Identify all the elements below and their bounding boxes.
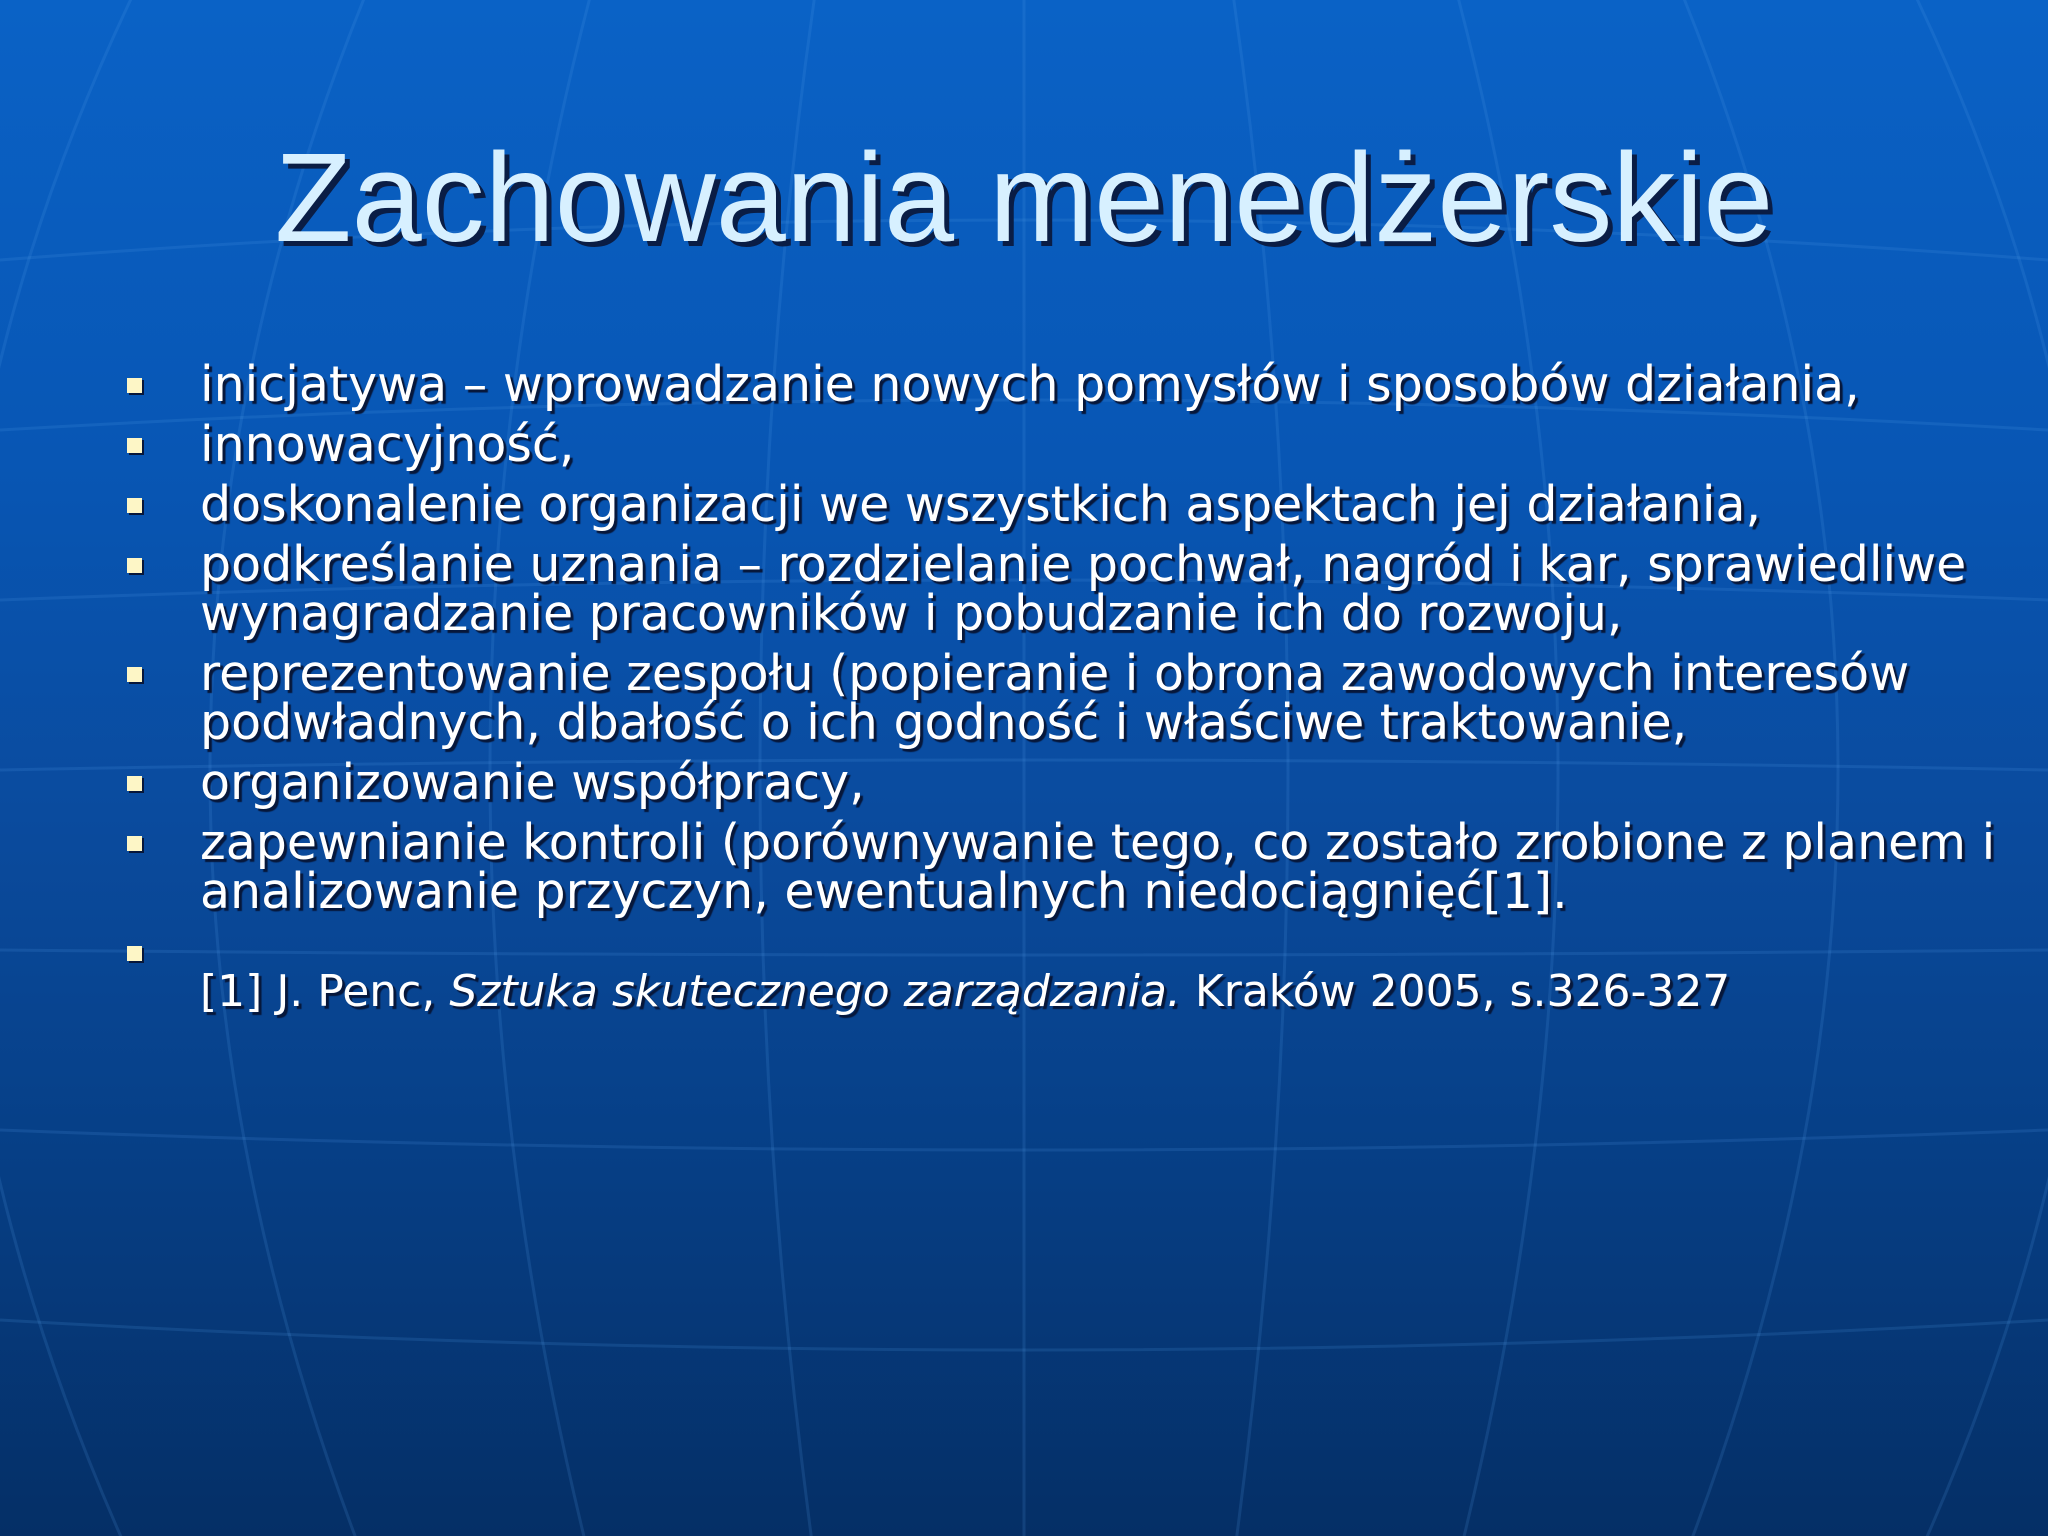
list-item (120, 476, 2020, 533)
list-item-text: organizowanie współpracy, (200, 754, 865, 811)
bullet-square-icon (127, 378, 142, 393)
list-item (120, 356, 2020, 413)
bullet-square-icon (127, 946, 142, 961)
footnote (200, 938, 2020, 1018)
list-item-text: innowacyjność, (200, 416, 575, 473)
bullet-square-icon (127, 667, 142, 682)
bullet-list (120, 356, 2020, 1029)
list-item (120, 645, 2020, 751)
list-item-text: doskonalenie organizacji we wszystkich aspektach jej działania, (200, 476, 1762, 533)
list-item (120, 416, 2020, 473)
bullet-square-icon (127, 438, 142, 453)
list-item-text: podkreślanie uznania – rozdzielanie pochwał, nagród i kar, sprawiedliwe wynagradzanie pracowników i pobudzanie ich do rozwoju, (200, 536, 1967, 642)
slide-title: Zachowania menedżerskie (274, 127, 1774, 268)
list-item-text: zapewnianie kontroli (porównywanie tego, co zostało zrobione z planem i analizowanie przyczyn, ewentualnych niedociągnięć[1]. (200, 814, 1996, 920)
footnote-prefix: [1] J. Penc, (200, 966, 450, 1017)
footnote-suffix: Kraków 2005, s.326-327 (1180, 966, 1731, 1017)
bullet-square-icon (127, 558, 142, 573)
bullet-square-icon (127, 836, 142, 851)
footnote-item (120, 938, 2020, 1018)
footnote-book-title: Sztuka skutecznego zarządzania. (449, 966, 1181, 1017)
bullet-square-icon (127, 498, 142, 513)
list-item (120, 754, 2020, 811)
list-item (120, 814, 2020, 920)
bullet-square-icon (127, 776, 142, 791)
list-item (120, 536, 2020, 642)
list-item-text: reprezentowanie zespołu (popieranie i obrona zawodowych interesów podwładnych, dbałość o ich godność i właściwe traktowanie, (200, 645, 1910, 751)
list-item-text: inicjatywa – wprowadzanie nowych pomysłów i sposobów działania, (200, 356, 1860, 413)
